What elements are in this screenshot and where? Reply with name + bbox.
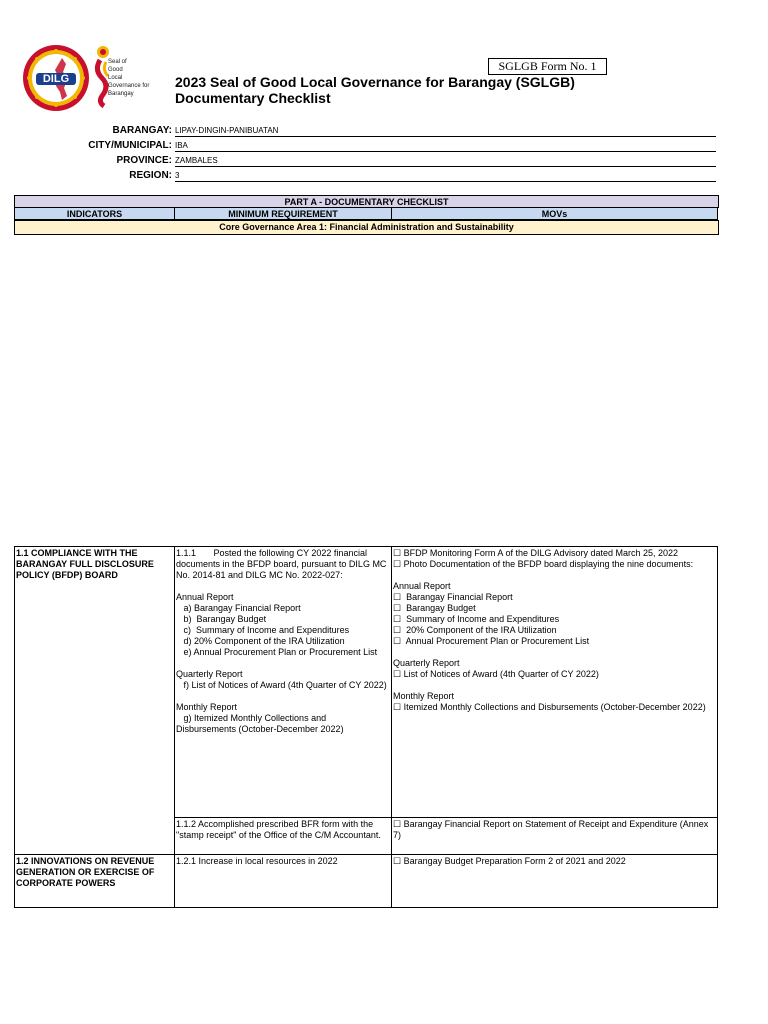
movs-1-2-1: ☐ Barangay Budget Preparation Form 2 of 2021 and 2022 (393, 856, 626, 866)
barangay-value: LIPAY-DINGIN-PANIBUATAN (175, 125, 716, 137)
requirement-1-2-1: 1.2.1 Increase in local resources in 2022 (176, 856, 338, 866)
requirement-1-1-1: 1.1.1 Posted the following CY 2022 financial documents in the BFDP board, pursuant to DILG MC No. 2014-81 and DILG MC No. 2022-027: Annual Report a) Barangay Financial Report b) Barangay Budget c) Summary of Income and Expenditures d) 20% Component of the IRA Utilization e) Annual Procurement Plan or Procurement List Quarterly Report f) List of Notices of Award (4th Quarter of CY 2022) Monthly Report g) Itemized Monthly Collections and Disbursements (October-December 2022) (176, 548, 387, 734)
sglgb-line: Local (108, 75, 123, 81)
part-a-title: PART A - DOCUMENTARY CHECKLIST (14, 195, 719, 208)
province-label: PROVINCE: (116, 155, 172, 166)
sglgb-line: Good (108, 67, 123, 73)
barangay-label: BARANGAY: (112, 125, 172, 136)
table-divider (174, 817, 718, 818)
column-header-indicators: INDICATORS (14, 207, 175, 220)
movs-1-1-2: ☐ Barangay Financial Report on Statement of Receipt and Expenditure (Annex 7) (393, 819, 711, 840)
title-line-2: Documentary Checklist (175, 90, 331, 106)
city-value: IBA (175, 140, 716, 152)
sglgb-line: Barangay (108, 91, 134, 97)
indicator-1-2: 1.2 INNOVATIONS ON REVENUE GENERATION OR EXERCISE OF CORPORATE POWERS (16, 856, 157, 888)
title-line-1: 2023 Seal of Good Local Governance for Barangay (SGLGB) (175, 74, 575, 90)
form-number-box: SGLGB Form No. 1 (488, 58, 607, 75)
region-value: 3 (175, 170, 716, 182)
indicator-1-1: 1.1 COMPLIANCE WITH THE BARANGAY FULL DISCLOSURE POLICY (BFDP) BOARD (16, 548, 157, 580)
movs-1-1-1: ☐ BFDP Monitoring Form A of the DILG Advisory dated March 25, 2022 ☐ Photo Documentation of the BFDP board displaying the nine documents: Annual Report ☐ Barangay Financial Report ☐ Barangay Budget ☐ Summary of Income and Expenditures ☐ 20% Component of the IRA Utilization ☐ Annual Procurement Plan or Procurement List Quarterly Report ☐ List of Notices of Award (4th Quarter of CY 2022) Monthly Report ☐ Itemized Monthly Collections and Disbursements (October-December 2022) (393, 548, 706, 712)
region-label: REGION: (129, 170, 172, 181)
column-header-movs: MOVs (391, 207, 718, 220)
city-label: CITY/MUNICIPAL: (88, 140, 172, 151)
core-governance-area: Core Governance Area 1: Financial Administration and Sustainability (14, 220, 719, 235)
dilg-logo (22, 44, 90, 112)
requirement-1-1-2: 1.1.2 Accomplished prescribed BFR form with the "stamp receipt" of the Office of the C/M Accountant. (176, 819, 381, 840)
province-value: ZAMBALES (175, 155, 716, 167)
column-header-minimum-requirement: MINIMUM REQUIREMENT (174, 207, 392, 220)
document-title (175, 74, 575, 106)
dilg-logo-text: DILG (42, 73, 70, 85)
sglgb-line: Governance for (108, 83, 150, 89)
sglgb-line: Seal of (108, 59, 127, 65)
table-divider (14, 854, 718, 855)
sglgb-logo-text (108, 58, 170, 98)
